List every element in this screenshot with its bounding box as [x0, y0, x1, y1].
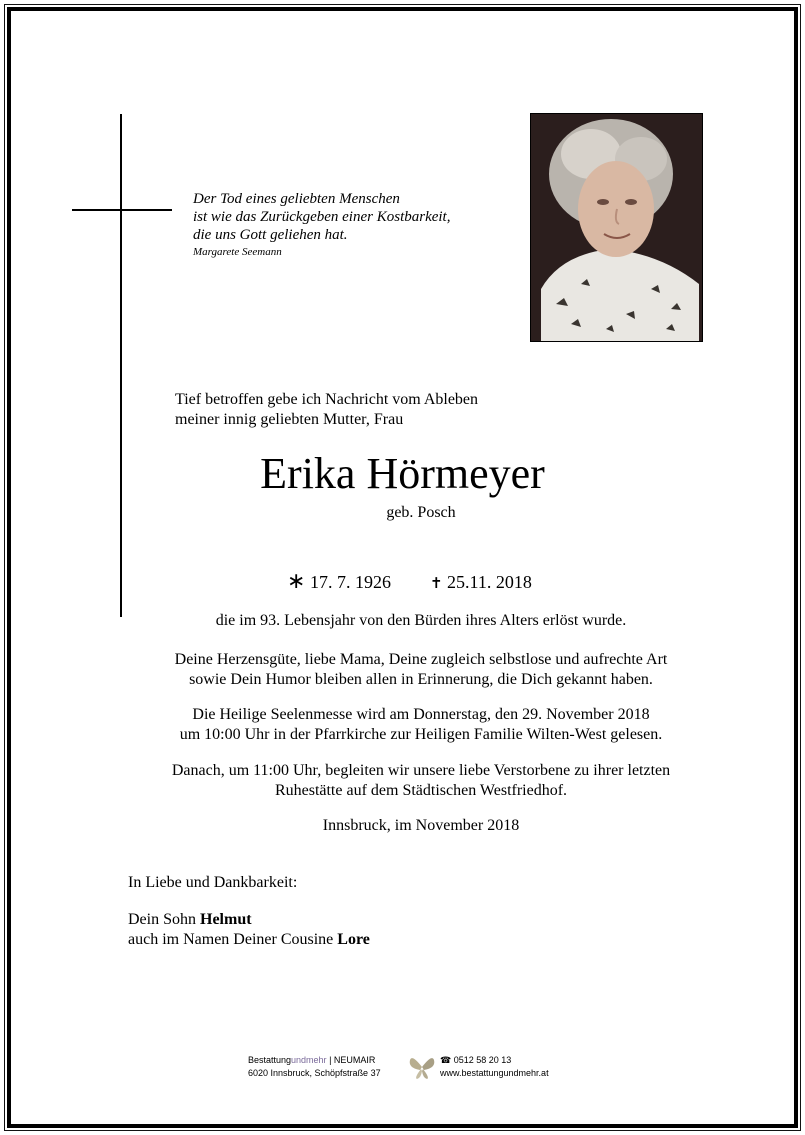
cousin-name: Lore [337, 931, 370, 948]
son-prefix: Dein Sohn [128, 911, 200, 928]
intro-line: meiner innig geliebten Mutter, Frau [175, 411, 404, 428]
intro-text [175, 390, 478, 430]
quote [193, 190, 450, 260]
tribute-line: sowie Dein Humor bleiben allen in Erinnerung, die Dich gekannt haben. [189, 671, 653, 688]
phone-number: 0512 58 20 13 [451, 1055, 512, 1065]
burial-line: Ruhestätte auf dem Städtischen Westfriedhof. [274, 782, 568, 799]
deceased-name: Erika Hörmeyer [260, 449, 545, 498]
signature-cousin [128, 930, 370, 950]
footer-website: www.bestattungundmehr.at [440, 1068, 549, 1078]
funeral-home-footer [248, 1054, 568, 1082]
birth-star-icon: ∗ [287, 568, 306, 593]
mass-text [0, 705, 805, 745]
footer-left [248, 1054, 381, 1080]
maiden-name: geb. Posch [386, 504, 456, 521]
mass-line: um 10:00 Uhr in der Pfarrkirche zur Heiligen Familie Wilten-West gelesen. [179, 726, 663, 743]
quote-author: Margarete Seemann [193, 246, 282, 258]
portrait-photo [530, 113, 703, 342]
age-line: die im 93. Lebensjahr von den Bürden ihres Alters erlöst wurde. [215, 612, 627, 629]
quote-line: die uns Gott geliehen hat. [193, 227, 348, 243]
place-date: Innsbruck, im November 2018 [322, 817, 520, 834]
footer-phone [440, 1054, 549, 1067]
son-name: Helmut [200, 911, 252, 928]
butterfly-logo-icon [408, 1054, 436, 1080]
quote-line: ist wie das Zurückgeben einer Kostbarkeit, [193, 209, 451, 225]
cross-vertical-bar [120, 114, 122, 617]
signature-son [128, 910, 370, 930]
closing-greeting: In Liebe und Dankbarkeit: [128, 874, 298, 891]
quote-line: Der Tod eines geliebten Menschen [193, 191, 400, 207]
cousin-prefix: auch im Namen Deiner Cousine [128, 931, 338, 948]
brand-part: | NEUMAIR [326, 1055, 376, 1065]
death-date: 25.11. 2018 [447, 572, 532, 592]
brand-part: Bestattung [248, 1055, 292, 1065]
burial-text [0, 761, 805, 801]
burial-line: Danach, um 11:00 Uhr, begleiten wir unsere liebe Verstorbene zu ihrer letzten [171, 762, 671, 779]
footer-address: 6020 Innsbruck, Schöpfstraße 37 [248, 1068, 381, 1078]
mass-line: Die Heilige Seelenmesse wird am Donnerstag, den 29. November 2018 [192, 706, 650, 723]
intro-line: Tief betroffen gebe ich Nachricht vom Ableben [175, 391, 479, 408]
tribute-line: Deine Herzensgüte, liebe Mama, Deine zugleich selbstlose und aufrechte Art [174, 651, 668, 668]
phone-icon: ☎ [440, 1055, 452, 1065]
cross-horizontal-bar [72, 209, 172, 211]
signature-block [128, 910, 370, 950]
brand-part: undmehr [291, 1055, 327, 1065]
life-dates [287, 569, 532, 596]
death-cross-icon: ✝ [429, 576, 443, 592]
footer-brand [248, 1054, 381, 1067]
birth-date: 17. 7. 1926 [309, 572, 391, 592]
portrait-image [531, 114, 702, 341]
tribute-text [0, 650, 805, 690]
footer-right [440, 1054, 549, 1080]
